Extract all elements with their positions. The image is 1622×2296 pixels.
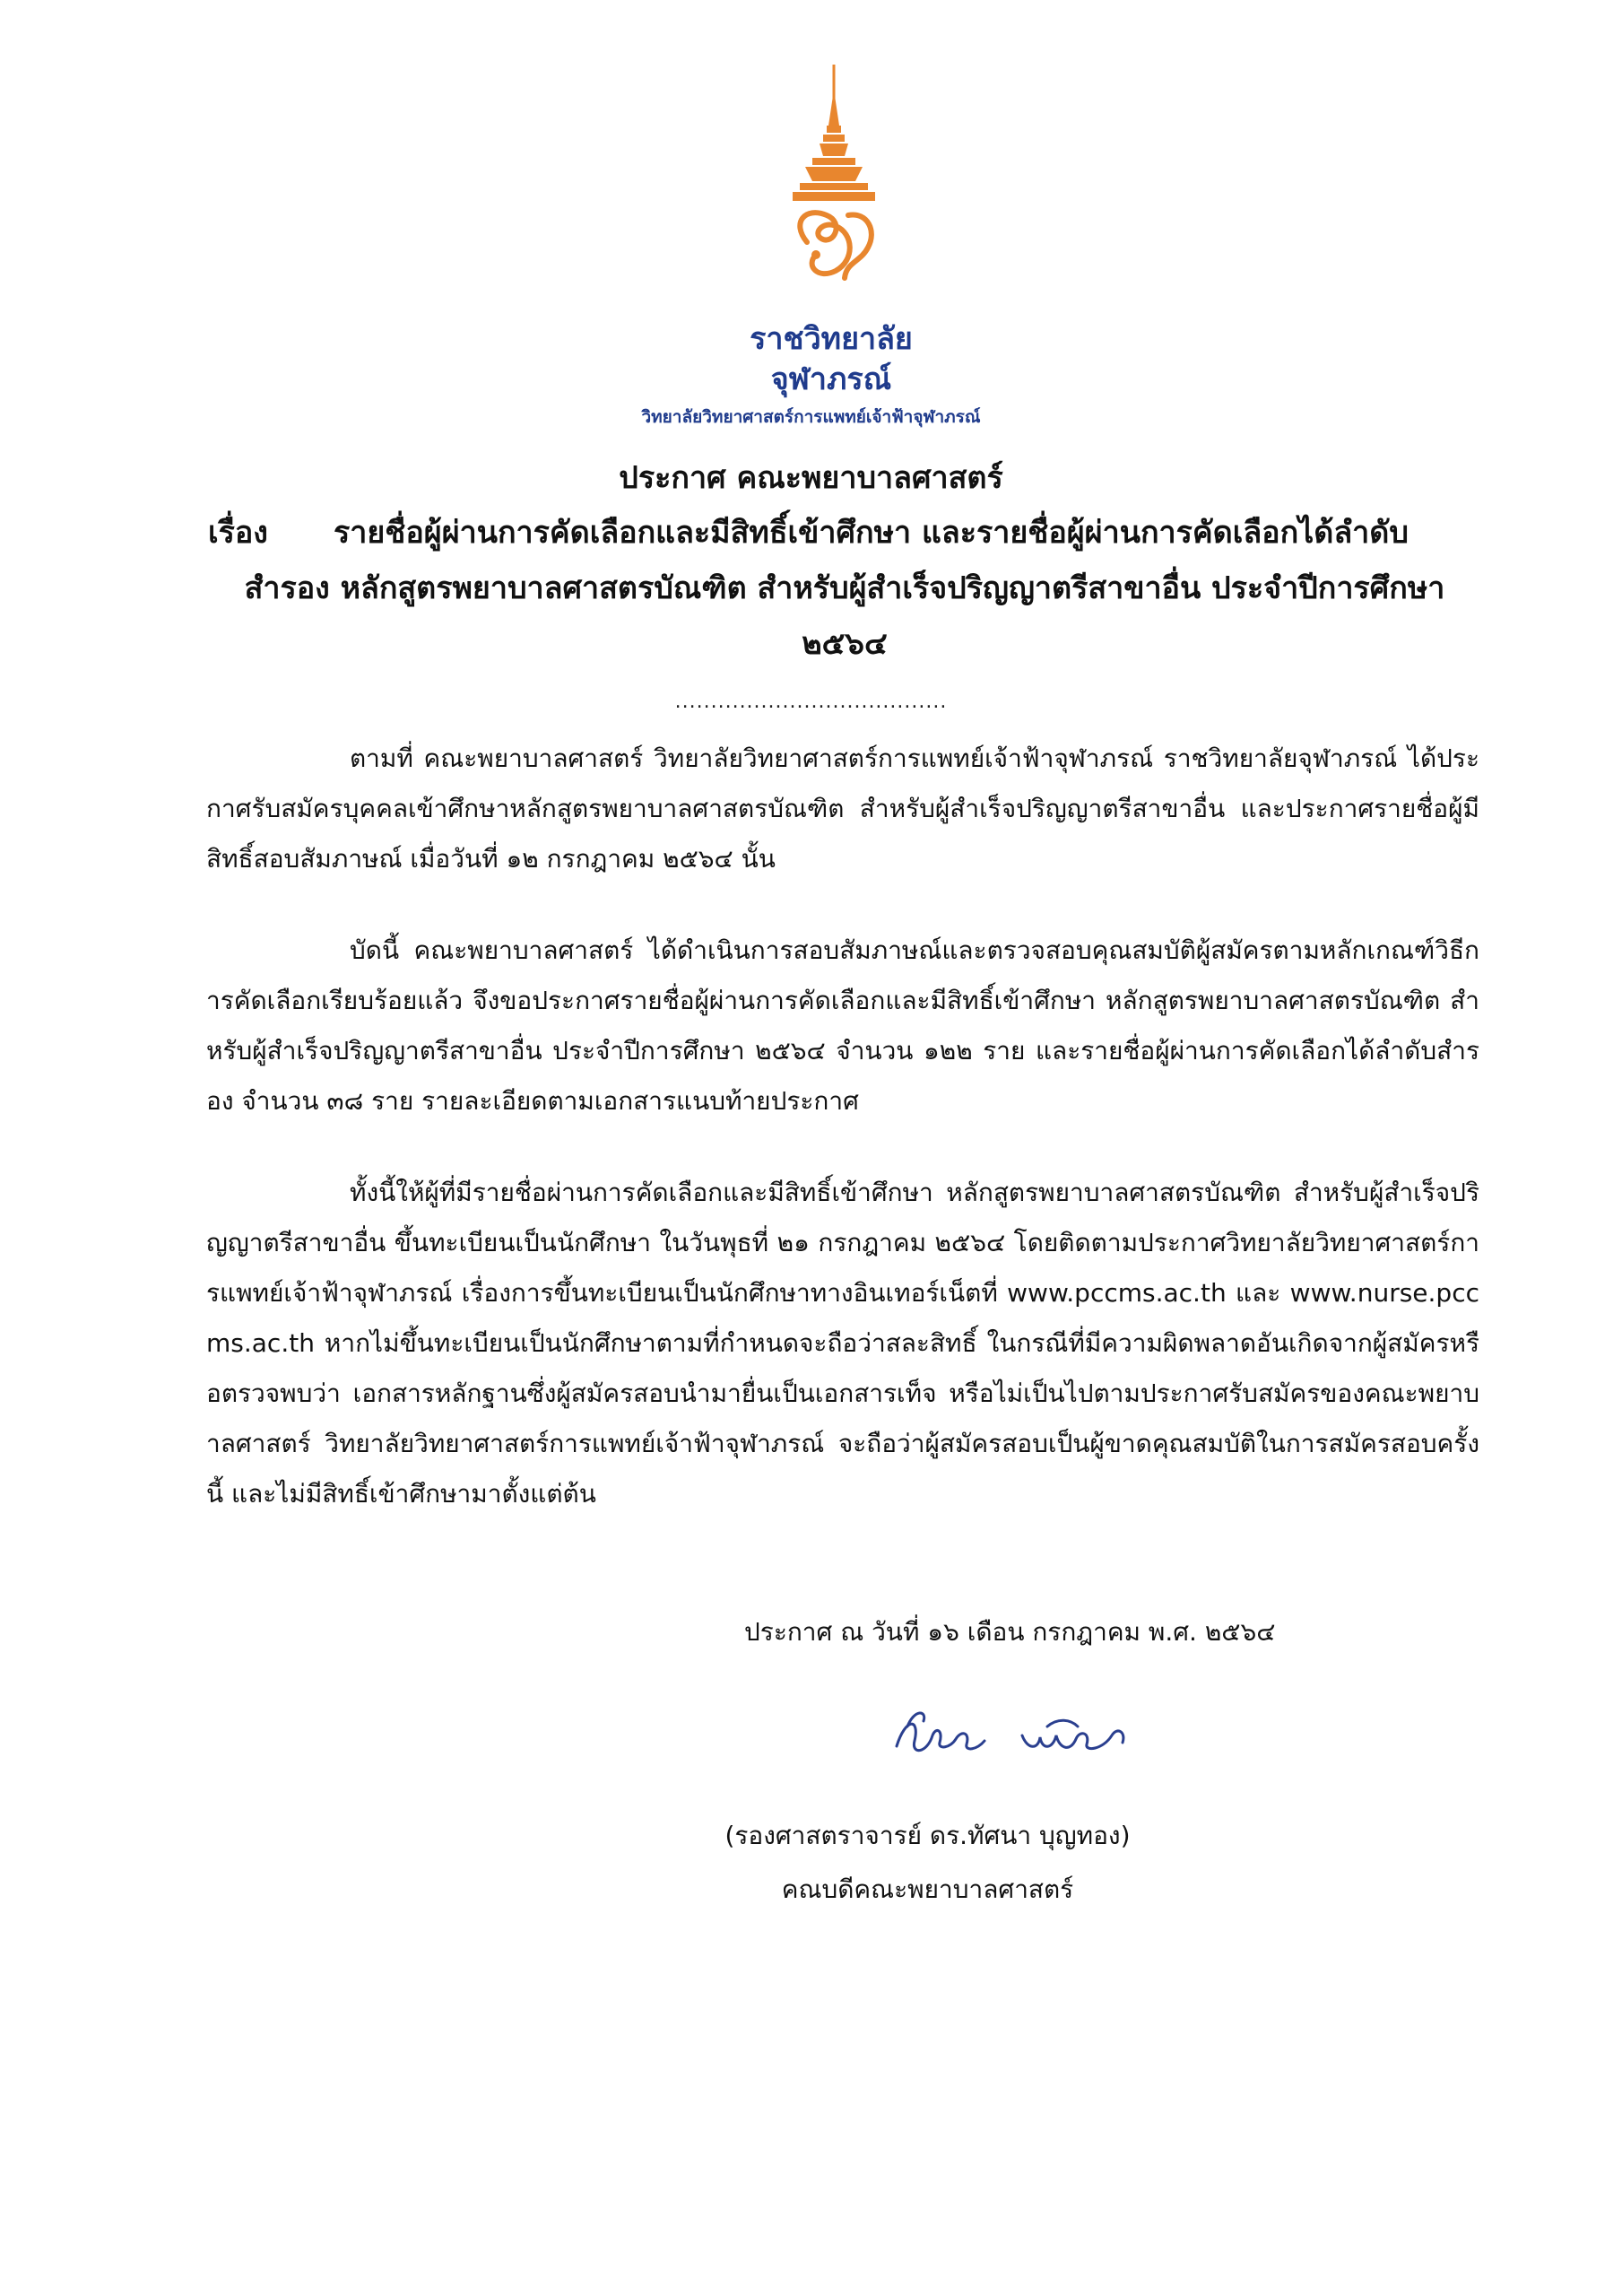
subject-label: เรื่อง [208,515,268,551]
subject-row [208,505,1481,561]
subject-line1: รายชื่อผู้ผ่านการคัดเลือกและมีสิทธิ์เข้าศึกษา และรายชื่อผู้ผ่านการคัดเลือกได้ลำดับ [334,515,1409,551]
announcement-date: ประกาศ ณ วันที่ ๑๖ เดือน กรกฎาคม พ.ศ. ๒๕๖๔ [744,1617,1276,1647]
college-subtitle: วิทยาลัยวิทยาศาสตร์การแพทย์เจ้าฟ้าจุฬาภรณ์ [641,407,981,427]
college-name-line1: ราชวิทยาลัย [750,321,913,357]
paragraph-2: บัดนี้ คณะพยาบาลศาสตร์ ได้ดำเนินการสอบสัมภาษณ์และตรวจสอบคุณสมบัติผู้สมัครตามหลักเกณฑ์วิธีการคัดเลือกเรียบร้อยแล้ว จึงขอประกาศรายชื่อผู้ผ่านการคัดเลือกและมีสิทธิ์เข้าศึกษา หลักสูตรพยาบาลศาสตรบัณฑิต สำหรับผู้สำเร็จปริญญาตรีสาขาอื่น ประจำปีการศึกษา ๒๕๖๔ จำนวน ๑๒๒ ราย และรายชื่อผู้ผ่านการคัดเลือกได้ลำดับสำรอง จำนวน ๓๘ ราย รายละเอียดตามเอกสารแนบท้ายประกาศ [206,935,1479,1116]
paragraph-1: ตามที่ คณะพยาบาลศาสตร์ วิทยาลัยวิทยาศาสตร์การแพทย์เจ้าฟ้าจุฬาภรณ์ ราชวิทยาลัยจุฬาภรณ์ ได้ประกาศรับสมัครบุคคลเข้าศึกษาหลักสูตรพยาบาลศาสตรบัณฑิต สำหรับผู้สำเร็จปริญญาตรีสาขาอื่น และประกาศรายชื่อผู้มีสิทธิ์สอบสัมภาษณ์ เมื่อวันที่ ๑๒ กรกฎาคม ๒๕๖๔ นั้น [206,744,1479,874]
paragraph-3: ทั้งนี้ให้ผู้ที่มีรายชื่อผ่านการคัดเลือกและมีสิทธิ์เข้าศึกษา หลักสูตรพยาบาลศาสตรบัณฑิต สำหรับผู้สำเร็จปริญญาตรีสาขาอื่น ขึ้นทะเบียนเป็นนักศึกษา ในวันพุธที่ ๒๑ กรกฎาคม ๒๕๖๔ โดยติดตามประกาศวิทยาลัยวิทยาศาสตร์การแพทย์เจ้าฟ้าจุฬาภรณ์ เรื่องการขึ้นทะเบียนเป็นนักศึกษาทางอินเทอร์เน็ตที่ www.pccms.ac.th และ www.nurse.pccms.ac.th หากไม่ขึ้นทะเบียนเป็นนักศึกษาตามที่กำหนดจะถือว่าสละสิทธิ์ ในกรณีที่มีความผิดพลาดอันเกิดจากผู้สมัครหรือตรวจพบว่า เอกสารหลักฐานซึ่งผู้สมัครสอบนำมายื่นเป็นเอกสารเท็จ หรือไม่เป็นไปตามประกาศรับสมัครของคณะพยาบาลศาสตร์ วิทยาลัยวิทยาศาสตร์การแพทย์เจ้าฟ้าจุฬาภรณ์ จะถือว่าผู้สมัครสอบเป็นผู้ขาดคุณสมบัติในการสมัครสอบครั้งนี้ และไม่มีสิทธิ์เข้าศึกษามาตั้งแต่ต้น [206,1178,1479,1509]
signer-name: (รองศาสตราจารย์ ดร.ทัศนา บุญทอง) [724,1821,1131,1850]
subject-line2: สำรอง หลักสูตรพยาบาลศาสตรบัณฑิต สำหรับผู้สำเร็จปริญญาตรีสาขาอื่น ประจำปีการศึกษา [244,570,1445,606]
signature-icon [888,1700,1139,1771]
subject-line3: ๒๕๖๔ [802,626,888,662]
signer-title: คณบดีคณะพยาบาลศาสตร์ [781,1874,1074,1904]
subject-block [208,505,1481,672]
separator-dots: ...................................... [674,691,948,713]
college-name-line2: จุฬาภรณ์ [770,361,892,397]
announcement-title: ประกาศ คณะพยาบาลศาสตร์ [619,460,1003,496]
